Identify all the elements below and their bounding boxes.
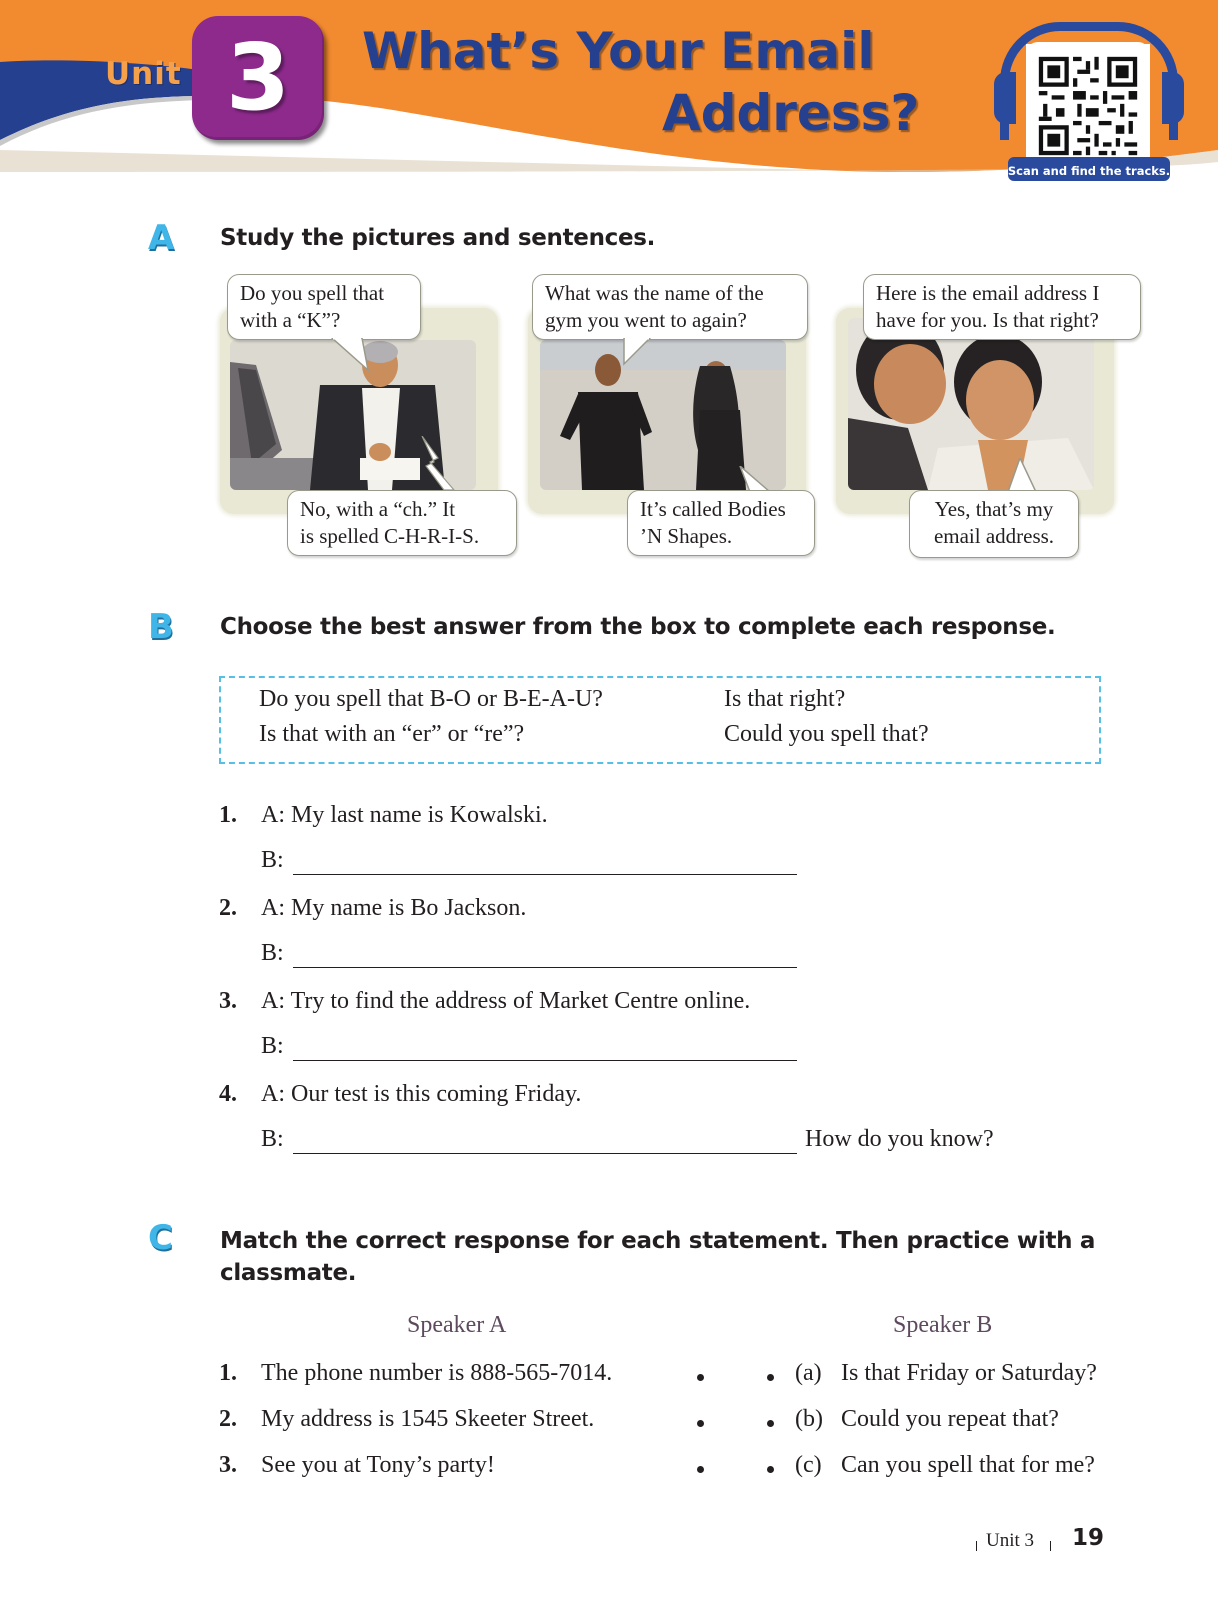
answer-choice[interactable]: Do you spell that B-O or B-E-A-U? [259,686,603,712]
section-c-heading [220,1225,1095,1289]
section-b-heading: Choose the best answer from the box to complete each response. [220,614,1056,640]
answer-choice[interactable]: Could you spell that? [724,721,929,747]
answer-choice-box [219,676,1101,764]
bubble-line: Do you spell that [240,281,385,305]
speech-bubble-tail [736,466,772,492]
bubble-line: email address. [933,524,1055,548]
bubble-line: It’s called Bodies [640,497,786,521]
speaker-a-line: A: My name is Bo Jackson. [261,895,527,921]
answer-choice[interactable]: Is that right? [724,686,846,712]
page-title-line1: What’s Your Email [362,22,875,80]
qr-caption: Scan and find the tracks. [1008,157,1170,181]
match-dot-right[interactable] [767,1420,774,1427]
section-c-heading-line2: classmate. [220,1260,357,1286]
speech-bubble-tail [1000,458,1040,494]
answer-blank[interactable] [293,967,797,968]
bubble-line: gym you went to again? [545,308,747,332]
bubble-line: What was the name of the [545,281,764,305]
speaker-b-label: B: [261,1033,284,1059]
speech-bubble [909,490,1079,558]
exercise-b-list [219,802,1099,1162]
response-text: Could you repeat that? [841,1406,1059,1432]
qr-code-icon[interactable] [1026,42,1150,170]
speech-bubble-tail [620,338,654,366]
unit-number-badge [192,16,324,140]
speech-bubble [863,274,1141,340]
phone-zigzag-tail [420,436,460,492]
match-dot-left[interactable] [697,1466,704,1473]
headphone-right-ear [1162,72,1184,124]
item-number: 1. [219,802,237,828]
match-dot-left[interactable] [697,1420,704,1427]
speaker-a-header: Speaker A [407,1312,507,1338]
speech-bubble-tail [330,338,370,374]
speech-bubble [627,490,815,556]
speaker-b-label: B: [261,847,284,873]
footer-divider [976,1541,977,1551]
bubble-line: have for you. Is that right? [876,308,1099,332]
response-letter: (c) [795,1452,822,1478]
statement-number: 2. [219,1406,237,1432]
section-a-heading: Study the pictures and sentences. [220,225,656,251]
section-a-letter: A [148,218,175,258]
speech-bubble [287,490,517,556]
response-text: Is that Friday or Saturday? [841,1360,1097,1386]
unit-label: Unit [105,56,182,92]
item-number: 3. [219,988,237,1014]
answer-choice[interactable]: Is that with an “er” or “re”? [259,721,525,747]
speaker-a-line: A: Our test is this coming Friday. [261,1081,582,1107]
bubble-line: with a “K”? [240,308,341,332]
statement-text: The phone number is 888-565-7014. [261,1360,613,1386]
speech-bubble [532,274,808,340]
section-c-letter: C [148,1218,173,1258]
item-number: 4. [219,1081,237,1107]
speaker-b-label: B: [261,940,284,966]
section-c-heading-line1: Match the correct response for each statement. Then practice with a [220,1228,1096,1254]
speaker-b-label: B: [261,1126,284,1152]
bubble-line: Here is the email address I [876,281,1100,305]
statement-number: 3. [219,1452,237,1478]
page-number: 19 [1072,1525,1105,1551]
qr-audio-widget[interactable] [1000,22,1178,182]
bubble-line: is spelled C-H-R-I-S. [300,524,480,548]
match-dot-left[interactable] [697,1374,704,1381]
answer-blank[interactable] [293,874,797,875]
match-dot-right[interactable] [767,1466,774,1473]
footer-divider [1050,1541,1051,1551]
response-letter: (b) [795,1406,823,1432]
bubble-line: Yes, that’s my [934,497,1054,521]
footer-unit-label: Unit 3 [986,1530,1035,1551]
headphone-left-ear [994,72,1016,124]
response-letter: (a) [795,1360,822,1386]
statement-number: 1. [219,1360,237,1386]
unit-header-banner [0,0,1218,180]
speaker-a-line: A: Try to find the address of Market Centre online. [261,988,751,1014]
page-title-line2: Address? [662,84,920,142]
item-number: 2. [219,895,237,921]
bubble-line: No, with a “ch.” It [300,497,456,521]
answer-blank[interactable] [293,1060,797,1061]
unit-number: 3 [225,24,290,131]
section-b-letter: B [148,607,174,647]
statement-text: See you at Tony’s party! [261,1452,495,1478]
speech-bubble [227,274,421,340]
speaker-a-line: A: My last name is Kowalski. [261,802,548,828]
answer-blank[interactable] [293,1153,797,1154]
speaker-b-followup: How do you know? [805,1126,994,1152]
couple-reading-photo [848,318,1094,490]
speaker-b-header: Speaker B [893,1312,993,1338]
match-dot-right[interactable] [767,1374,774,1381]
bubble-line: ’N Shapes. [640,524,733,548]
matching-list [219,1360,1159,1510]
response-text: Can you spell that for me? [841,1452,1095,1478]
statement-text: My address is 1545 Skeeter Street. [261,1406,595,1432]
